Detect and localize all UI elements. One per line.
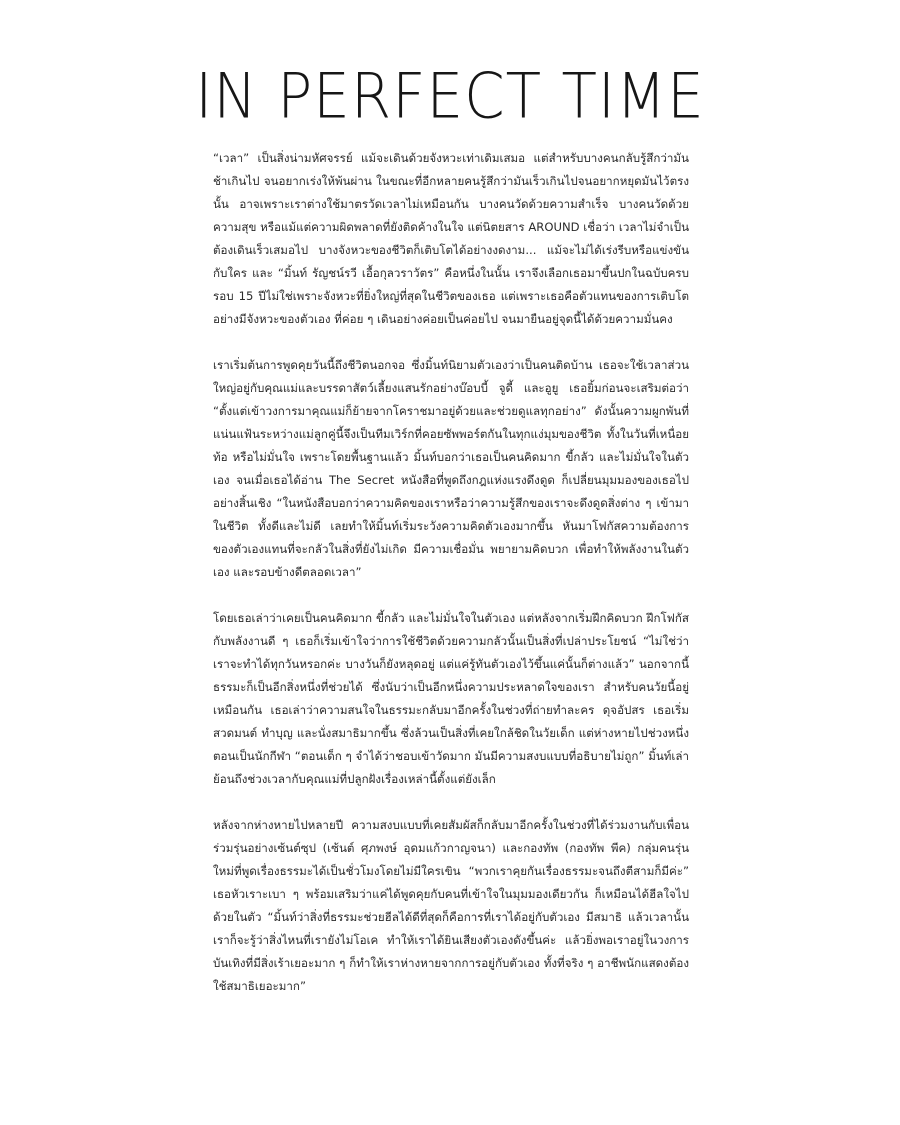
article-paragraph-4: หลังจากห่างหายไปหลายปี ความสงบแบบที่เคยสัมผัสก็กลับมาอีกครั้งในช่วงที่ได้ร่วมงานกับเพื่อนร่วมรุ่นอย่างเซ้นต์ซุป (เซ้นต์ ศุภพงษ์ อุดมแก้วกาญจนา) และกองทัพ (กองทัพ พีค) กลุ่มคนรุ่นใหม่ที่พูดเรื่องธรรมะได้เป็นชั่วโมงโดยไม่มีใครเขิน “พวกเราคุยกันเรื่องธรรมะจนถึงตีสามก็มีค่ะ” เธอหัวเราะเบา ๆ พร้อมเสริมว่าแค่ได้พูดคุยกับคนที่เข้าใจในมุมมองเดียวกัน ก็เหมือนได้ฮีลใจไปด้วยในตัว “มิ้นท์ว่าสิ่งที่ธรรมะช่วยฮีลได้ดีที่สุดก็คือการที่เราได้อยู่กับตัวเอง มีสมาธิ แล้วเวลานั้นเราก็จะรู้ว่าสิ่งไหนที่เรายังไม่โอเค ทำให้เราได้ยินเสียงตัวเองดังขึ้นค่ะ แล้วยิ่งพอเราอยู่ในวงการบันเทิงที่มีสิ่งเร้าเยอะมาก ๆ ก็ทำให้เราห่างหายจากการอยู่กับตัวเอง ทั้งที่จริง ๆ อาชีพนักแสดงต้องใช้สมาธิเยอะมาก”	[213, 818, 689, 993]
article-paragraph-3: โดยเธอเล่าว่าเคยเป็นคนคิดมาก ขี้กลัว และไม่มั่นใจในตัวเอง แต่หลังจากเริ่มฝึกคิดบวก ฝึกโฟกัสกับพลังงานดี ๆ เธอก็เริ่มเข้าใจว่าการใช้ชีวิตด้วยความกลัวนั้นเป็นสิ่งที่เปล่าประโยชน์ “ไม่ใช่ว่าเราจะทำได้ทุกวันหรอกค่ะ บางวันก็ยังหลุดอยู่ แต่แค่รู้ทันตัวเองไว้ขึ้นแค่นั้นก็ต่างแล้ว” นอกจากนี้ธรรมะก็เป็นอีกสิ่งหนึ่งที่ช่วยได้ ซึ่งนับว่าเป็นอีกหนึ่งความประหลาดใจของเรา สำหรับคนวัยนี้อยู่เหมือนกัน เธอเล่าว่าความสนใจในธรรมะกลับมาอีกครั้งในช่วงที่ถ่ายทำละคร ดุจอัปสร เธอเริ่มสวดมนต์ ทำบุญ และนั่งสมาธิมากขึ้น ซึ่งล้วนเป็นสิ่งที่เคยใกล้ชิดในวัยเด็ก แต่ห่างหายไปช่วงหนึ่งตอนเป็นนักกีฬา “ตอนเด็ก ๆ จำได้ว่าชอบเข้าวัดมาก มันมีความสงบแบบที่อธิบายไม่ถูก” มิ้นท์เล่าย้อนถึงช่วงเวลากับคุณแม่ที่ปลูกฝังเรื่องเหล่านี้ตั้งแต่ยังเล็ก	[213, 611, 689, 786]
article-title: IN PERFECT TIME	[195, 59, 705, 133]
article-paragraph-2: เราเริ่มต้นการพูดคุยวันนี้ถึงชีวิตนอกจอ ซึ่งมิ้นท์นิยามตัวเองว่าเป็นคนติดบ้าน เธอจะใช้เวลาส่วนใหญ่อยู่กับคุณแม่และบรรดาสัตว์เลี้ยงแสนรักอย่างบ๊อบบี้ จูดี้ และอูยู เธอยิ้มก่อนจะเสริมต่อว่า “ตั้งแต่เข้าวงการมาคุณแม่ก็ย้ายจากโคราชมาอยู่ด้วยและช่วยดูแลทุกอย่าง” ดังนั้นความผูกพันที่แน่นแฟ้นระหว่างแม่ลูกคู่นี้จึงเป็นทีมเวิร์กที่คอยซัพพอร์ตกันในทุกแง่มุมของชีวิต ทั้งในวันที่เหนื่อย ท้อ หรือไม่มั่นใจ เพราะโดยพื้นฐานแล้ว มิ้นท์บอกว่าเธอเป็นคนคิดมาก ขี้กลัว และไม่มั่นใจในตัวเอง จนเมื่อเธอได้อ่าน The Secret หนังสือที่พูดถึงกฎแห่งแรงดึงดูด ก็เปลี่ยนมุมมองของเธอไปอย่างสิ้นเชิง “ในหนังสือบอกว่าความคิดของเราหรือว่าความรู้สึกของเราจะดึงดูดสิ่งต่าง ๆ เข้ามาในชีวิต ทั้งดีและไม่ดี เลยทำให้มิ้นท์เริ่มระวังความคิดตัวเองมากขึ้น หันมาโฟกัสความต้องการของตัวเองแทนที่จะกลัวในสิ่งที่ยังไม่เกิด มีความเชื่อมั่น พยายามคิดบวก เพื่อทำให้พลังงานในตัวเอง และรอบข้างดีตลอดเวลา”	[213, 358, 689, 579]
article-body	[213, 147, 689, 998]
article-paragraph-1: “เวลา” เป็นสิ่งน่ามหัศจรรย์ แม้จะเดินด้วยจังหวะเท่าเดิมเสมอ แต่สำหรับบางคนกลับรู้สึกว่ามันช้าเกินไป จนอยากเร่งให้พ้นผ่าน ในขณะที่อีกหลายคนรู้สึกว่ามันเร็วเกินไปจนอยากหยุดมันไว้ตรงนั้น อาจเพราะเราต่างใช้มาตรวัดเวลาไม่เหมือนกัน บางคนวัดด้วยความสำเร็จ บางคนวัดด้วยความสุข หรือแม้แต่ความผิดพลาดที่ยังติดค้างในใจ แต่นิตยสาร AROUND เชื่อว่า เวลาไม่จำเป็นต้องเดินเร็วเสมอไป บางจังหวะของชีวิตก็เติบโตได้อย่างงดงาม... แม้จะไม่ได้เร่งรีบหรือแข่งขันกับใคร และ “มิ้นท์ รัญชน์รวี เอื้อกุลวราวัตร” คือหนึ่งในนั้น เราจึงเลือกเธอมาขึ้นปกในฉบับครบรอบ 15 ปีไม่ใช่เพราะจังหวะที่ยิ่งใหญ่ที่สุดในชีวิตของเธอ แต่เพราะเธอคือตัวแทนของการเติบโตอย่างมีจังหวะของตัวเอง ที่ค่อย ๆ เดินอย่างค่อยเป็นค่อยไป จนมายืนอยู่จุดนี้ได้ด้วยความมั่นคง	[213, 151, 689, 326]
